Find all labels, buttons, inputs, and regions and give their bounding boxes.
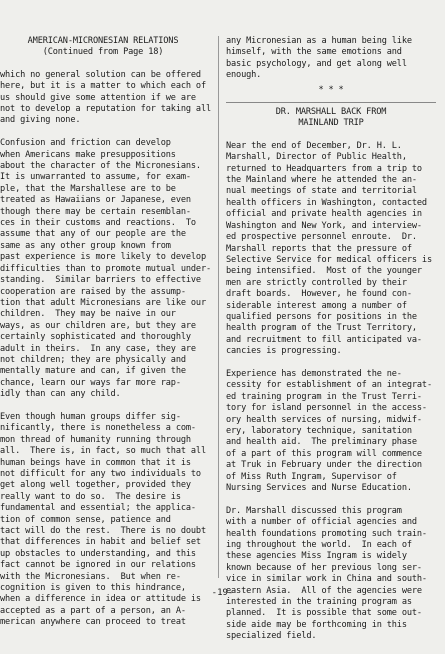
text-line: mentally mature and can, if given the: [0, 366, 186, 377]
text-line: of Miss Ruth Ingram, Supervisor of: [226, 471, 397, 482]
right-column: [226, 36, 436, 654]
text-line: fundamental and essential; the applica-: [0, 503, 196, 514]
text-line: side aide may be forthcoming in this: [226, 619, 407, 630]
text-line: idly than can any child.: [0, 389, 121, 400]
paragraph: [0, 69, 212, 127]
text-line: cognition is given to this hindrance,: [0, 583, 186, 594]
left-column: [0, 36, 212, 640]
continued-text: [226, 36, 436, 82]
text-line: up obstacles to understanding, and this: [0, 548, 196, 559]
section-separator: [226, 85, 436, 96]
text-line: Marshall reports that the pressure of: [226, 243, 412, 254]
text-line: tion of common sense, patience and: [0, 514, 171, 525]
text-line: himself, with the same emotions and: [226, 47, 402, 58]
article-title: AMERICAN-MICRONESIAN RELATIONS: [27, 36, 179, 46]
text-line: when Americans make presuppositions: [0, 149, 176, 160]
text-line: Even though human groups differ sig-: [0, 411, 181, 422]
text-line: and giving none.: [0, 115, 81, 126]
text-line: not difficult for any two individuals to: [0, 469, 201, 479]
text-line: being intensified. Most of the younger: [226, 266, 422, 277]
text-line: tact will do the rest. There is no doubt: [0, 526, 206, 537]
left-article-heading: [0, 36, 206, 59]
text-line: human beings have in common that it is: [0, 457, 191, 468]
text-line: certainly sophisticated and thoroughly: [0, 332, 191, 343]
text-line: specialized field.: [226, 631, 317, 642]
left-article-body: [0, 69, 212, 629]
text-line: qualified persons for positions in the: [226, 311, 417, 322]
text-line: which no general solution can be offered: [0, 69, 201, 80]
text-line: accepted as a part of a person, an A-: [0, 605, 186, 616]
asterisk-separator: * * *: [318, 84, 344, 95]
text-line: these agencies Miss Ingram is widely: [226, 551, 407, 562]
text-line: ery, laboratory technique, sanitation: [226, 425, 412, 436]
text-line: planned. It is possible that some out-: [226, 608, 422, 619]
text-line: merican anywhere can proceed to treat: [0, 617, 186, 628]
text-line: siderable interest among a number of: [226, 300, 407, 311]
text-line: about the character of the Micronesians.: [0, 161, 201, 172]
text-line: ces in their customs and reactions. To: [0, 218, 196, 229]
text-line: enough.: [226, 70, 262, 81]
text-line: nificantly, there is nonetheless a com-: [0, 423, 196, 434]
text-line: with the Micronesians. But when re-: [0, 571, 181, 582]
text-line: when a difference in idea or attitude is: [0, 594, 201, 605]
text-line: children. They may be naive in our: [0, 309, 176, 320]
text-line: and health aid. The preliminary phase: [226, 437, 417, 448]
text-line: though there may be certain resemblan-: [0, 206, 191, 217]
text-line: difficulties than to promote mutual under-: [0, 263, 212, 274]
text-line: Selective Service for medical officers is: [226, 254, 432, 265]
right-article-body: [226, 141, 436, 643]
text-line: that differences in habit and belief set: [0, 537, 201, 548]
text-line: fact cannot be ignored in our relations: [0, 560, 196, 571]
text-line: cooperation are raised by the assump-: [0, 286, 186, 297]
text-line: all. There is, in fact, so much that all: [0, 446, 206, 457]
text-line: the Mainland where he attended the an-: [226, 175, 417, 186]
text-line: eastern Asia. All of the agencies were: [226, 585, 422, 596]
text-line: ways, as our children are, but they are: [0, 320, 196, 331]
text-line: any Micronesian as a human being like: [226, 36, 412, 46]
paragraph: [0, 138, 212, 400]
text-line: not to develop a reputation for taking all: [0, 104, 212, 115]
text-line: us should give some attention if we are: [0, 92, 196, 103]
text-line: cancies is progressing.: [226, 346, 342, 357]
text-line: of a part of this program will commence: [226, 448, 422, 459]
text-line: basic psychology, and get along well: [226, 58, 407, 69]
text-line: past experience is more likely to develop: [0, 252, 206, 263]
paragraph: [226, 506, 436, 643]
text-line: and recruitment to fill anticipated va-: [226, 334, 422, 345]
text-line: vice in similar work in China and south-: [226, 574, 427, 585]
text-line: health foundations promoting such train-: [226, 528, 427, 539]
text-line: ory health services of nursing, midwif-: [226, 414, 422, 425]
page-number: -19-: [211, 588, 234, 598]
text-line: adult in theirs. In any case, they are: [0, 343, 196, 354]
text-line: at Truk in February under the direction: [226, 460, 422, 471]
text-line: known because of her previous long ser-: [226, 562, 422, 573]
article-title-line1: DR. MARSHALL BACK FROM: [275, 107, 387, 118]
article-title-line2: MAINLAND TRIP: [298, 118, 364, 129]
text-line: ed training program in the Trust Terri-: [226, 391, 422, 402]
text-line: assume that any of our people are the: [0, 229, 186, 240]
text-line: ed prospective personnel enroute. Dr.: [226, 232, 417, 243]
article-continuation-note: (Continued from Page 18): [42, 47, 164, 58]
text-line: chance, learn our ways far more rap-: [0, 377, 181, 388]
text-line: official and private health agencies in: [226, 209, 422, 220]
text-line: Nursing Services and Nurse Education.: [226, 483, 412, 494]
text-line: treated as Hawaiians or Japanese, even: [0, 195, 191, 206]
text-line: Marshall, Director of Public Health,: [226, 152, 407, 163]
text-line: Confusion and friction can develop: [0, 138, 171, 149]
text-line: draft boards. However, he found con-: [226, 289, 412, 300]
text-line: mon thread of humanity running through: [0, 434, 191, 445]
text-line: It is unwarranted to assume, for exam-: [0, 172, 191, 183]
text-line: Experience has demonstrated the ne-: [226, 368, 402, 379]
text-line: health program of the Trust Territory,: [226, 323, 417, 334]
text-line: ple, that the Marshallese are to be: [0, 183, 176, 194]
right-article-heading: [226, 107, 436, 130]
text-line: Near the end of December, Dr. H. L.: [226, 140, 402, 151]
text-line: tion that adult Micronesians are like our: [0, 297, 206, 308]
text-line: tory for island personnel in the access-: [226, 403, 427, 414]
text-line: not children; they are physically and: [0, 354, 186, 365]
text-line: health officers in Washington, contacted: [226, 197, 427, 208]
text-line: nual meetings of state and territorial: [226, 186, 417, 197]
text-line: with a number of official agencies and: [226, 517, 417, 528]
text-line: men are strictly controlled by their: [226, 277, 407, 288]
column-divider: [218, 36, 219, 578]
text-line: cessity for establishment of an integrat-: [226, 380, 432, 391]
text-line: returned to Headquarters from a trip to: [226, 163, 422, 174]
text-line: here, but it is a matter to which each of: [0, 81, 206, 92]
text-line: really want to do so. The desire is: [0, 491, 181, 502]
text-line: get along well together, provided they: [0, 480, 191, 491]
text-line: same as any other group known from: [0, 240, 171, 251]
paragraph: [226, 141, 436, 358]
text-line: Washington and New York, and interview-: [226, 220, 422, 231]
heading-rule: [226, 102, 436, 103]
paragraph: [226, 369, 436, 494]
text-line: ing throughout the world. In each of: [226, 540, 412, 551]
text-line: standing. Similar barriers to effective: [0, 275, 201, 286]
text-line: Dr. Marshall discussed this program: [226, 505, 402, 516]
text-line: interested in the training program as: [226, 597, 412, 608]
